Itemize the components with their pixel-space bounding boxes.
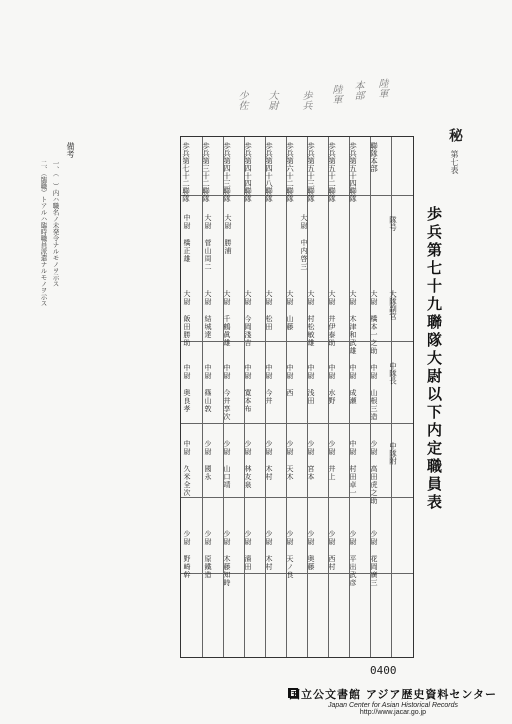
archive-url[interactable]: http://www.jacar.go.jp [359, 709, 427, 716]
table-cell: 少尉 奥藤 [307, 530, 315, 571]
handwritten-note: 陸軍 [376, 78, 387, 98]
table-cell: 少尉 山口靖 [223, 440, 231, 489]
table-cell: 中尉 西 [286, 364, 294, 397]
note-line: 二、（臨職）トアルハ臨時職員派遣ナルモノヲ示ス [39, 160, 48, 307]
unit-header: 歩兵第四十八聯隊 [264, 142, 274, 202]
note-line: 一、（ ）内ハ職名ノ未発令ナルモノヲ示ス [51, 160, 60, 287]
table-cell: 大尉 村松敏雄 [307, 290, 315, 347]
unit-header: 聯隊本部 [369, 142, 379, 172]
table-cell: 中尉 寛本布 [244, 364, 252, 413]
unit-header: 歩兵第五十二聯隊 [327, 142, 337, 202]
handwritten-note: 歩兵 [300, 90, 311, 110]
row-header: 隊号 [388, 216, 398, 231]
table-cell: 少尉 天ノ良 [286, 530, 294, 579]
row-header: 中隊長 [388, 362, 398, 385]
table-cell: 少尉 井上 [328, 440, 336, 481]
table-cell: 少尉 西村 [328, 530, 336, 571]
table-cell: 大尉 千鶴眞雄 [223, 290, 231, 347]
table-cell: 中尉 久米全次 [183, 440, 191, 497]
unit-header: 歩兵第三十二聯隊 [201, 142, 211, 202]
handwritten-note: 大尉 [266, 90, 277, 110]
table-cell: 中尉 水野 [328, 364, 336, 405]
table-cell: 中尉 今井享次 [223, 364, 231, 421]
table-cell: 中尉 篠山敦 [204, 364, 212, 413]
unit-header: 歩兵第四十四聯隊 [243, 142, 253, 202]
notes-label: 備考 [66, 142, 75, 158]
table-cell: 大尉 橋本一之助 [370, 290, 378, 355]
table-cell: 大尉 中内啓三 [300, 214, 308, 271]
table-cell: 少尉 原鐵造 [204, 530, 212, 579]
table-cell: 少尉 木村 [265, 440, 273, 481]
table-cell: 少尉 花岡廣三 [370, 530, 378, 587]
table-cell: 少尉 高田虎之助 [370, 440, 378, 505]
table-cell: 少尉 濱田 [244, 530, 252, 571]
table-cell: 中尉 今井 [265, 364, 273, 405]
handwritten-note: 陸軍 [330, 84, 341, 104]
document-title: 歩兵第七十九聯隊大尉以下内定職員表 [425, 206, 443, 512]
personnel-table [180, 136, 414, 658]
handwritten-note: 少佐 [236, 90, 247, 110]
table-cell: 少尉 天木 [286, 440, 294, 481]
unit-header: 歩兵第五十四聯隊 [348, 142, 358, 202]
table-number: 第七表 [450, 150, 459, 174]
page-number: 0400 [370, 664, 397, 677]
table-cell: 少尉 木村 [265, 530, 273, 571]
table-cell: 中尉 成瀬 [349, 364, 357, 405]
handwritten-note: 本部 [352, 80, 363, 100]
table-cell: 中尉 浅田 [307, 364, 315, 405]
table-cell: 中尉 山根三造 [370, 364, 378, 421]
table-cell: 少尉 野崎幹 [183, 530, 191, 579]
table-cell: 大尉 今岡淺吉 [244, 290, 252, 347]
table-cell: 大尉 勝浦 [224, 214, 232, 255]
table-cell: 中尉 橋正雄 [183, 214, 191, 263]
table-cell: 少尉 林友泉 [244, 440, 252, 489]
table-cell: 少尉 平出武彦 [349, 530, 357, 587]
table-cell: 少尉 宮本 [307, 440, 315, 481]
unit-header: 歩兵第四十三聯隊 [222, 142, 232, 202]
unit-header: 歩兵第七十二聯隊 [181, 142, 191, 202]
table-cell: 大尉 山藤 [286, 290, 294, 331]
table-cell: 大尉 松田 [265, 290, 273, 331]
archive-name-en: Japan Center for Asian Historical Records [327, 702, 459, 709]
archive-footer [288, 686, 498, 716]
table-cell: 大尉 結城達 [204, 290, 212, 339]
table-cell: 大尉 木津和武雄 [349, 290, 357, 355]
table-cell: 中尉 村田卓一 [349, 440, 357, 497]
archive-name-jp: 国立公文書館 アジア歴史資料センター [289, 688, 497, 701]
secret-mark: 秘 [447, 128, 463, 142]
table-cell: 大尉 井伊泰助 [328, 290, 336, 347]
unit-header: 歩兵第六十二聯隊 [285, 142, 295, 202]
unit-header: 歩兵第五十三聯隊 [306, 142, 316, 202]
table-cell: 大尉 飯田勝助 [183, 290, 191, 347]
row-header: 大隊副官 [388, 290, 398, 320]
row-header: 中隊附 [388, 442, 398, 465]
table-cell: 中尉 奥良孝 [183, 364, 191, 413]
table-cell: 少尉 國永 [204, 440, 212, 481]
table-cell: 大尉 菅山周二 [204, 214, 212, 271]
table-cell: 少尉 木藤知時 [223, 530, 231, 587]
